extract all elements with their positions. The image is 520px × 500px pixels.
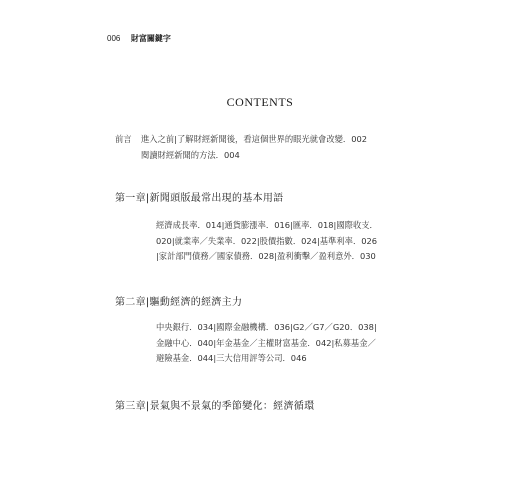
page-number: 006 <box>107 34 121 43</box>
toc-entry-line[interactable]: 避險基金．044|三大信用評等公司．046 <box>156 353 307 363</box>
chapter-2-entries <box>156 320 377 367</box>
chapter-3-title[interactable]: 第三章|景氣與不景氣的季節變化：經濟循環 <box>115 401 315 412</box>
preface-section <box>115 131 435 163</box>
preface-line[interactable]: 閱讀財經新聞的方法．004 <box>141 150 240 160</box>
toc-entry-line[interactable]: 金融中心．040|年金基金／主權財富基金．042|私募基金／ <box>156 337 376 348</box>
chapter-2-title[interactable]: 第二章|驅動經濟的經濟主力 <box>115 297 243 308</box>
preface-label: 前言 <box>115 134 132 144</box>
contents-heading: CONTENTS <box>226 95 294 109</box>
toc-entry-line[interactable]: 經濟成長率．014|通貨膨漲率．016|匯率．018|國際收支． <box>156 220 378 230</box>
toc-entry-line[interactable]: 020|就業率／失業率．022|股價指數．024|基準利率．026 <box>156 235 378 246</box>
toc-entry-line[interactable]: |家計部門債務／國家債務．028|盈利衝擊／盈利意外．030 <box>156 251 376 261</box>
book-title: 財富關鍵字 <box>130 34 171 43</box>
chapter-1-title[interactable]: 第一章|新聞頭版最常出現的基本用語 <box>115 193 284 204</box>
chapter-1-entries <box>156 218 378 265</box>
toc-entry-line[interactable]: 中央銀行．034|國際金融機構．036|G2／G7／G20．038| <box>156 322 377 332</box>
running-header <box>107 33 171 44</box>
preface-line[interactable]: 進入之前|了解財經新聞後，看這個世界的眼光就會改變．002 <box>141 134 368 144</box>
